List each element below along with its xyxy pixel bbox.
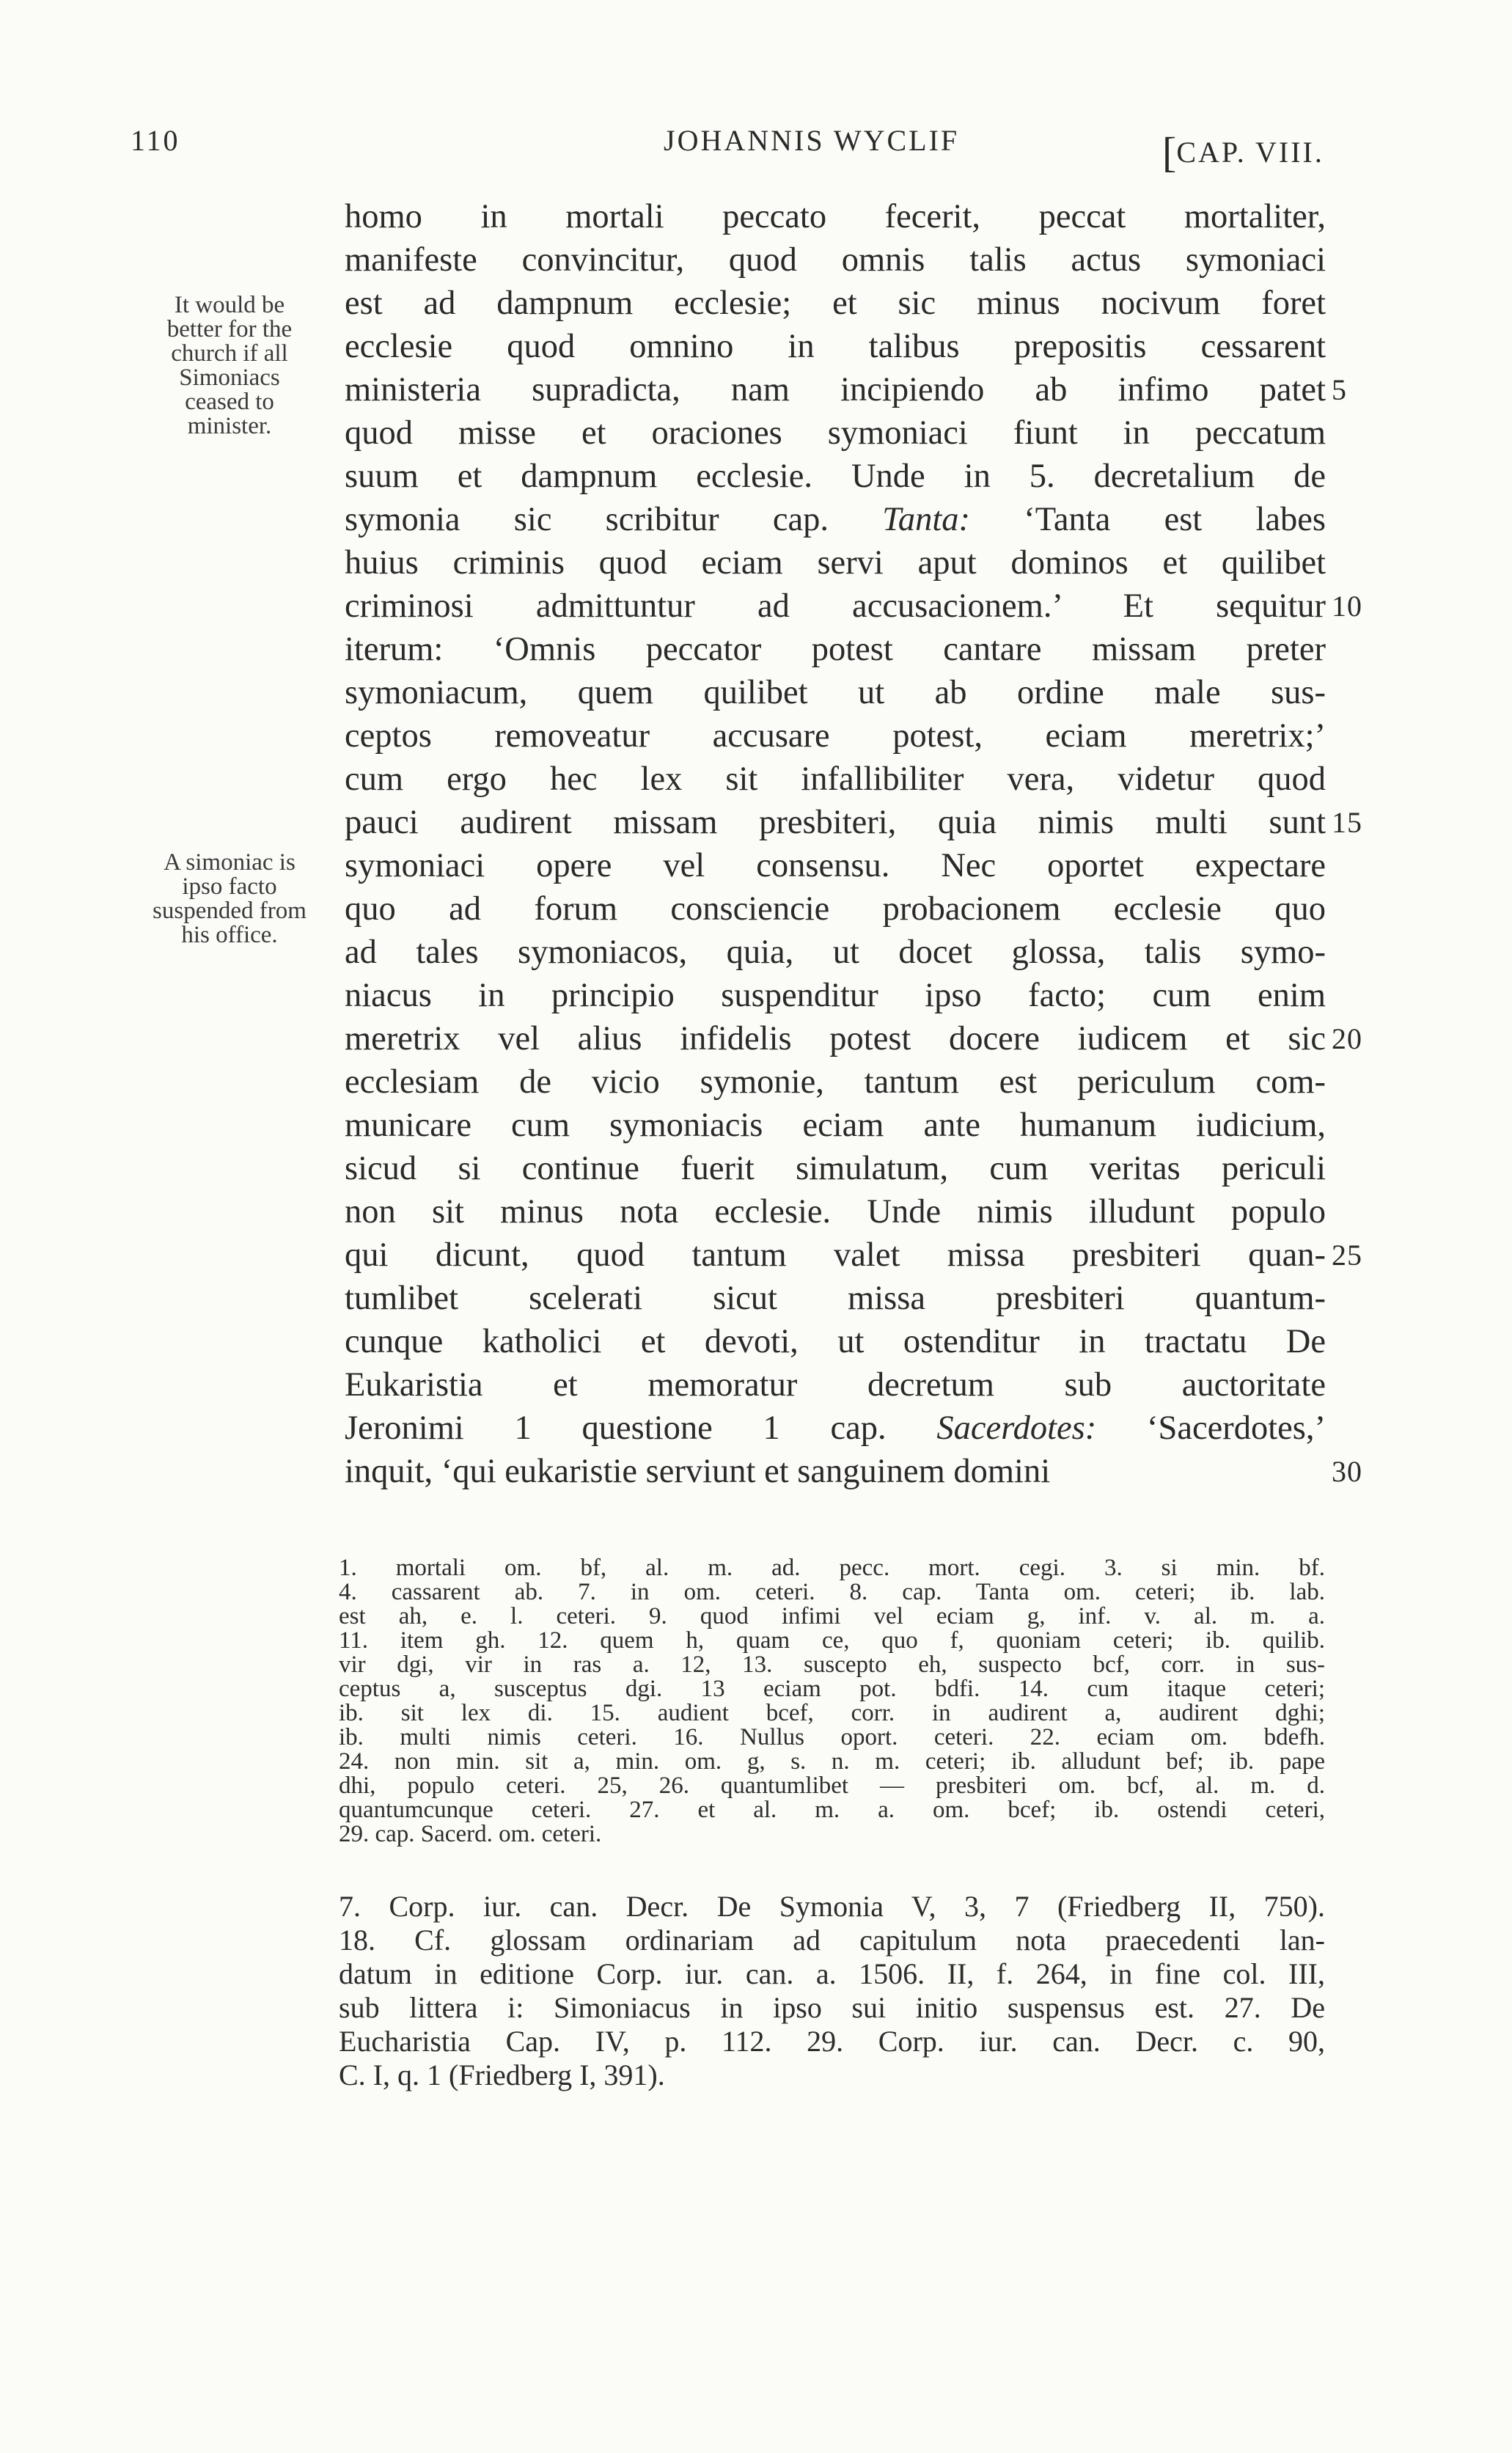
- line-text: ministeria supradicta, nam incipiendo ab infimo patet: [345, 371, 1326, 408]
- sidenote-suspended-from-office: [131, 851, 329, 947]
- text-line: [345, 628, 1326, 671]
- line-text: inquit, ‘qui eukaristie serviunt et sanguinem domini: [345, 1453, 1051, 1490]
- line-number: 10: [1332, 590, 1362, 623]
- page-number: 110: [131, 124, 180, 157]
- line-text: suum et dampnum ecclesie. Unde in 5. decretalium de: [345, 458, 1326, 495]
- line-text: non sit minus nota ecclesie. Unde nimis illudunt populo: [345, 1193, 1326, 1231]
- text-line: [345, 974, 1326, 1017]
- text-line: [345, 1147, 1326, 1190]
- text-line: [345, 368, 1347, 411]
- text-line: [345, 758, 1326, 801]
- text-line: [345, 1104, 1326, 1147]
- line-text: cunque katholici et devoti, ut ostenditur in tractatu De: [345, 1323, 1326, 1360]
- sidenote-line: his office.: [181, 922, 278, 948]
- apparatus-line: dhi, populo ceteri. 25, 26. quantumlibet — presbiteri om. bcf, al. m. d.: [339, 1772, 1325, 1799]
- sidenote-line: ipso facto: [182, 873, 277, 900]
- text-line: [345, 1320, 1326, 1363]
- running-title: JOHANNIS WYCLIF: [664, 124, 960, 157]
- text-line: [345, 1190, 1326, 1233]
- text-line: [345, 238, 1326, 282]
- line-text: sicud si continue fuerit simulatum, cum veritas periculi: [345, 1150, 1326, 1187]
- line-number: 5: [1332, 373, 1347, 406]
- line-text: cum ergo hec lex sit infallibiliter vera, videtur quod: [345, 760, 1326, 798]
- sidenote-line: ceased to: [185, 389, 274, 415]
- apparatus-line: est ah, e. l. ceteri. 9. quod infimi vel eciam g, inf. v. al. m. a.: [339, 1603, 1325, 1629]
- text-line: [345, 195, 1326, 238]
- text-line: [345, 931, 1326, 974]
- note-line: Eucharistia Cap. IV, p. 112. 29. Corp. iur. can. Decr. c. 90,: [339, 2025, 1325, 2058]
- line-text: ad tales symoniacos, quia, ut docet glossa, talis symo-: [345, 934, 1326, 971]
- line-number: 20: [1332, 1022, 1362, 1055]
- running-header: [0, 110, 1512, 176]
- text-line: [345, 671, 1326, 714]
- line-text: meretrix vel alius infidelis potest docere iudicem et sic: [345, 1020, 1326, 1057]
- text-line: [345, 411, 1326, 455]
- chapter-label: [1162, 123, 1324, 176]
- text-line: [345, 1363, 1326, 1407]
- note-line: 7. Corp. iur. can. Decr. De Symonia V, 3, 7 (Friedberg II, 750).: [339, 1890, 1325, 1923]
- note-line: 18. Cf. glossam ordinariam ad capitulum nota praecedenti lan-: [339, 1924, 1325, 1957]
- line-text: ecclesiam de vicio symonie, tantum est periculum com-: [345, 1063, 1326, 1101]
- note-line: C. I, q. 1 (Friedberg I, 391).: [339, 2058, 665, 2091]
- line-text: tumlibet scelerati sicut missa presbiteri quantum-: [345, 1280, 1326, 1317]
- line-text: ceptos removeatur accusare potest, eciam meretrix;’: [345, 717, 1326, 755]
- sidenote-line: It would be: [174, 292, 285, 318]
- sidenote-line: suspended from: [153, 898, 307, 924]
- apparatus-line: 4. cassarent ab. 7. in om. ceteri. 8. cap. Tanta om. ceteri; ib. lab.: [339, 1579, 1325, 1605]
- apparatus-line: quantumcunque ceteri. 27. et al. m. a. om. bcef; ib. ostendi ceteri,: [339, 1797, 1325, 1823]
- line-text: quod misse et oraciones symoniaci fiunt in peccatum: [345, 414, 1326, 452]
- text-line: [345, 1407, 1326, 1450]
- line-text: municare cum symoniacis eciam ante humanum iudicium,: [345, 1107, 1326, 1144]
- line-text: Eukaristia et memoratur decretum sub auctoritate: [345, 1366, 1326, 1404]
- apparatus-line: 1. mortali om. bf, al. m. ad. pecc. mort. cegi. 3. si min. bf.: [339, 1555, 1325, 1581]
- text-line: [345, 1277, 1326, 1320]
- apparatus-line: ceptus a, susceptus dgi. 13 eciam pot. bdfi. 14. cum itaque ceteri;: [339, 1676, 1325, 1702]
- line-text: criminosi admittuntur ad accusacionem.’ Et sequitur: [345, 587, 1326, 625]
- note-line: datum in editione Corp. iur. can. a. 1506. II, f. 264, in fine col. III,: [339, 1957, 1325, 1990]
- text-line: [345, 801, 1362, 844]
- sidenote-line: church if all: [171, 340, 288, 367]
- source-notes: [339, 1890, 1325, 2092]
- canon-title: Tanta:: [882, 501, 971, 538]
- line-text: niacus in principio suspenditur ipso facto; cum enim: [345, 977, 1326, 1014]
- text-line: [345, 1233, 1362, 1277]
- apparatus-line: ib. sit lex di. 15. audient bcef, corr. in audirent a, audirent dghi;: [339, 1700, 1325, 1726]
- line-text: qui dicunt, quod tantum valet missa presbiteri quan-: [345, 1236, 1326, 1274]
- text-line: [345, 584, 1362, 628]
- line-number: 30: [1332, 1455, 1362, 1488]
- text-line: [345, 887, 1326, 931]
- main-text: [345, 195, 1362, 1493]
- line-text: ‘Sacerdotes,’: [1096, 1409, 1326, 1447]
- sidenote-simoniacs-ceased: [131, 293, 329, 439]
- apparatus-line: ib. multi nimis ceteri. 16. Nullus oport. ceteri. 22. eciam om. bdefh.: [339, 1724, 1325, 1750]
- sidenote-line: minister.: [187, 413, 272, 439]
- note-line: sub littera i: Simoniacus in ipso sui initio suspensus est. 27. De: [339, 1991, 1325, 2024]
- line-text: manifeste convincitur, quod omnis talis actus symoniaci: [345, 241, 1326, 279]
- sidenote-line: better for the: [166, 316, 293, 342]
- line-text: pauci audirent missam presbiteri, quia nimis multi sunt: [345, 804, 1326, 841]
- critical-apparatus: [339, 1556, 1325, 1847]
- text-line: [345, 714, 1326, 758]
- chapter-text: CAP. VIII.: [1176, 136, 1324, 169]
- line-number: 15: [1332, 806, 1362, 839]
- line-text: symoniacum, quem quilibet ut ab ordine male sus-: [345, 674, 1326, 711]
- canon-title: Sacerdotes:: [936, 1409, 1097, 1447]
- line-text: ‘Tanta est labes: [970, 501, 1326, 538]
- line-text: symonia sic scribitur cap.: [345, 501, 883, 538]
- apparatus-line: 29. cap. Sacerd. om. ceteri.: [339, 1821, 602, 1847]
- line-text: huius criminis quod eciam servi aput dominos et quilibet: [345, 544, 1326, 582]
- line-text: symoniaci opere vel consensu. Nec oportet expectare: [345, 847, 1326, 884]
- text-line: [345, 325, 1326, 368]
- text-line: [345, 498, 1326, 541]
- sidenote-line: A simoniac is: [164, 849, 296, 876]
- text-line: [345, 282, 1326, 325]
- chapter-bracket: [: [1162, 128, 1177, 176]
- line-number: 25: [1332, 1239, 1362, 1272]
- apparatus-line: 24. non min. sit a, min. om. g, s. n. m. ceteri; ib. alludunt bef; ib. pape: [339, 1748, 1325, 1775]
- text-line: [345, 1060, 1326, 1104]
- line-text: homo in mortali peccato fecerit, peccat mortaliter,: [345, 198, 1326, 235]
- line-text: quo ad forum consciencie probacionem ecclesie quo: [345, 890, 1326, 928]
- apparatus-line: 11. item gh. 12. quem h, quam ce, quo f, quoniam ceteri; ib. quilib.: [339, 1627, 1325, 1654]
- line-text: est ad dampnum ecclesie; et sic minus nocivum foret: [345, 285, 1326, 322]
- line-text: Jeronimi 1 questione 1 cap.: [345, 1409, 937, 1447]
- text-line: [345, 1450, 1362, 1493]
- sidenote-line: Simoniacs: [179, 364, 280, 391]
- text-line: [345, 1017, 1362, 1060]
- apparatus-line: vir dgi, vir in ras a. 12, 13. suscepto eh, suspecto bcf, corr. in sus-: [339, 1651, 1325, 1678]
- line-text: iterum: ‘Omnis peccator potest cantare missam preter: [345, 631, 1326, 668]
- text-line: [345, 541, 1326, 584]
- text-line: [345, 844, 1326, 887]
- line-text: ecclesie quod omnino in talibus prepositis cessarent: [345, 328, 1326, 365]
- text-line: [345, 455, 1326, 498]
